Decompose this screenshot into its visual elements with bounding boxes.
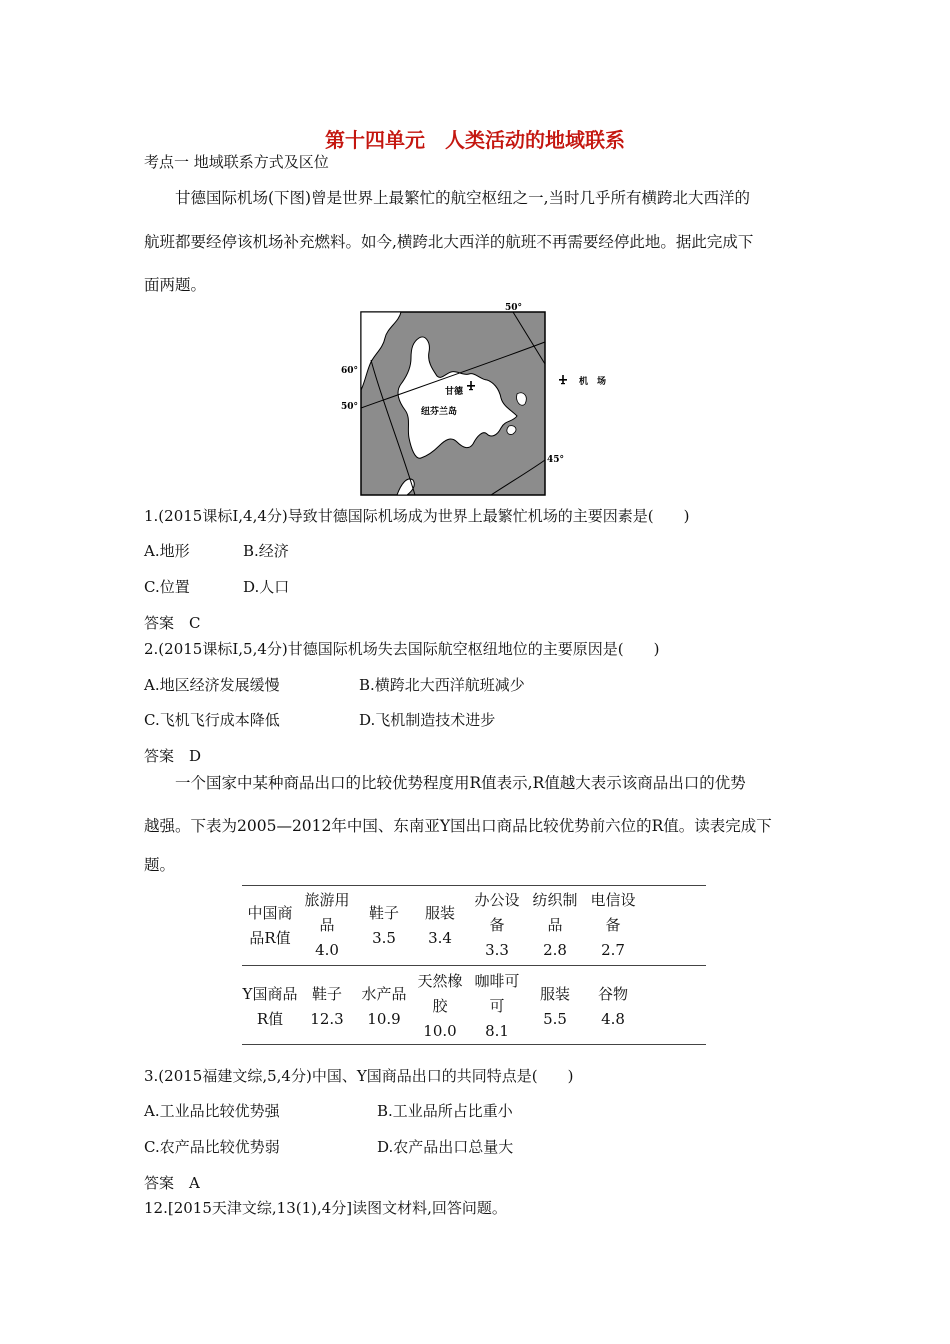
legend-label: 机 场 (579, 377, 607, 387)
intro2-line-3: 题。 (144, 856, 176, 874)
table-cell: 服装 5.5 (526, 966, 584, 1045)
table-row-y (242, 966, 706, 1045)
table-row-china (242, 886, 706, 966)
q2-option-a: A.地区经济发展缓慢 (144, 676, 280, 694)
q3-option-d: D.农产品出口总量大 (377, 1138, 514, 1156)
label-lat-top: 50° (505, 303, 523, 313)
q2-stem: 2.(2015课标Ⅰ,5,4分)甘德国际机场失去国际航空枢纽地位的主要原因是( ) (144, 640, 660, 658)
q2-answer: 答案 D (144, 747, 202, 765)
q1-answer: 答案 C (144, 614, 201, 632)
intro-line-2: 航班都要经停该机场补充燃料。如今,横跨北大西洋的航班不再需要经停此地。据此完成下 (144, 233, 754, 251)
q1-option-a: A.地形 (144, 542, 190, 560)
q1-option-c: C.位置 (144, 578, 190, 596)
label-island: 纽芬兰岛 (421, 407, 458, 417)
r-value-table (242, 885, 706, 1045)
table-cell: 纺织制品 2.8 (526, 886, 584, 966)
section-heading: 考点一 地域联系方式及区位 (144, 153, 329, 171)
q1-stem: 1.(2015课标Ⅰ,4,4分)导致甘德国际机场成为世界上最繁忙机场的主要因素是( ) (144, 507, 690, 525)
table-header-y: Y国商品R值 (242, 966, 298, 1045)
table-cell: 咖啡可可 8.1 (468, 966, 526, 1045)
airplane-icon (559, 375, 567, 384)
label-lon-60: 60° (341, 366, 359, 376)
page-title: 第十四单元 人类活动的地域联系 (325, 128, 625, 152)
q1-option-b: B.经济 (243, 542, 289, 560)
label-lat-45: 45° (547, 455, 565, 465)
q2-option-d: D.飞机制造技术进步 (359, 711, 496, 729)
q3-stem: 3.(2015福建文综,5,4分)中国、Y国商品出口的共同特点是( ) (144, 1067, 574, 1085)
table-cell: 天然橡胶 10.0 (412, 966, 468, 1045)
table-cell: 办公设备 3.3 (468, 886, 526, 966)
label-lon-50: 50° (341, 402, 359, 412)
q3-option-c: C.农产品比较优势弱 (144, 1138, 280, 1156)
table-cell: 鞋子 3.5 (356, 886, 412, 966)
intro-line-1: 甘德国际机场(下图)曾是世界上最繁忙的航空枢纽之一,当时几乎所有横跨北大西洋的 (175, 189, 751, 207)
label-city: 甘德 (445, 387, 464, 397)
intro-line-3: 面两题。 (144, 276, 207, 294)
table-cell: 水产品 10.9 (356, 966, 412, 1045)
q3-option-a: A.工业品比较优势强 (144, 1102, 280, 1120)
q2-option-c: C.飞机飞行成本降低 (144, 711, 280, 729)
q12-stem: 12.[2015天津文综,13(1),4分]读图文材料,回答问题。 (144, 1199, 507, 1217)
q1-option-d: D.人口 (243, 578, 290, 596)
table-cell: 电信设备 2.7 (584, 886, 642, 966)
gander-map (341, 298, 625, 498)
table-cell: 谷物 4.8 (584, 966, 642, 1045)
table-header-china: 中国商品R值 (242, 886, 298, 966)
q3-option-b: B.工业品所占比重小 (377, 1102, 513, 1120)
intro2-line-2: 越强。下表为2005—2012年中国、东南亚Y国出口商品比较优势前六位的R值。读表完成下 (144, 817, 772, 835)
q3-answer: 答案 A (144, 1174, 200, 1192)
table-cell: 服装 3.4 (412, 886, 468, 966)
q2-option-b: B.横跨北大西洋航班减少 (359, 676, 525, 694)
table-cell: 鞋子 12.3 (298, 966, 356, 1045)
table-cell: 旅游用品 4.0 (298, 886, 356, 966)
intro2-line-1: 一个国家中某种商品出口的比较优势程度用R值表示,R值越大表示该商品出口的优势 (175, 774, 746, 792)
